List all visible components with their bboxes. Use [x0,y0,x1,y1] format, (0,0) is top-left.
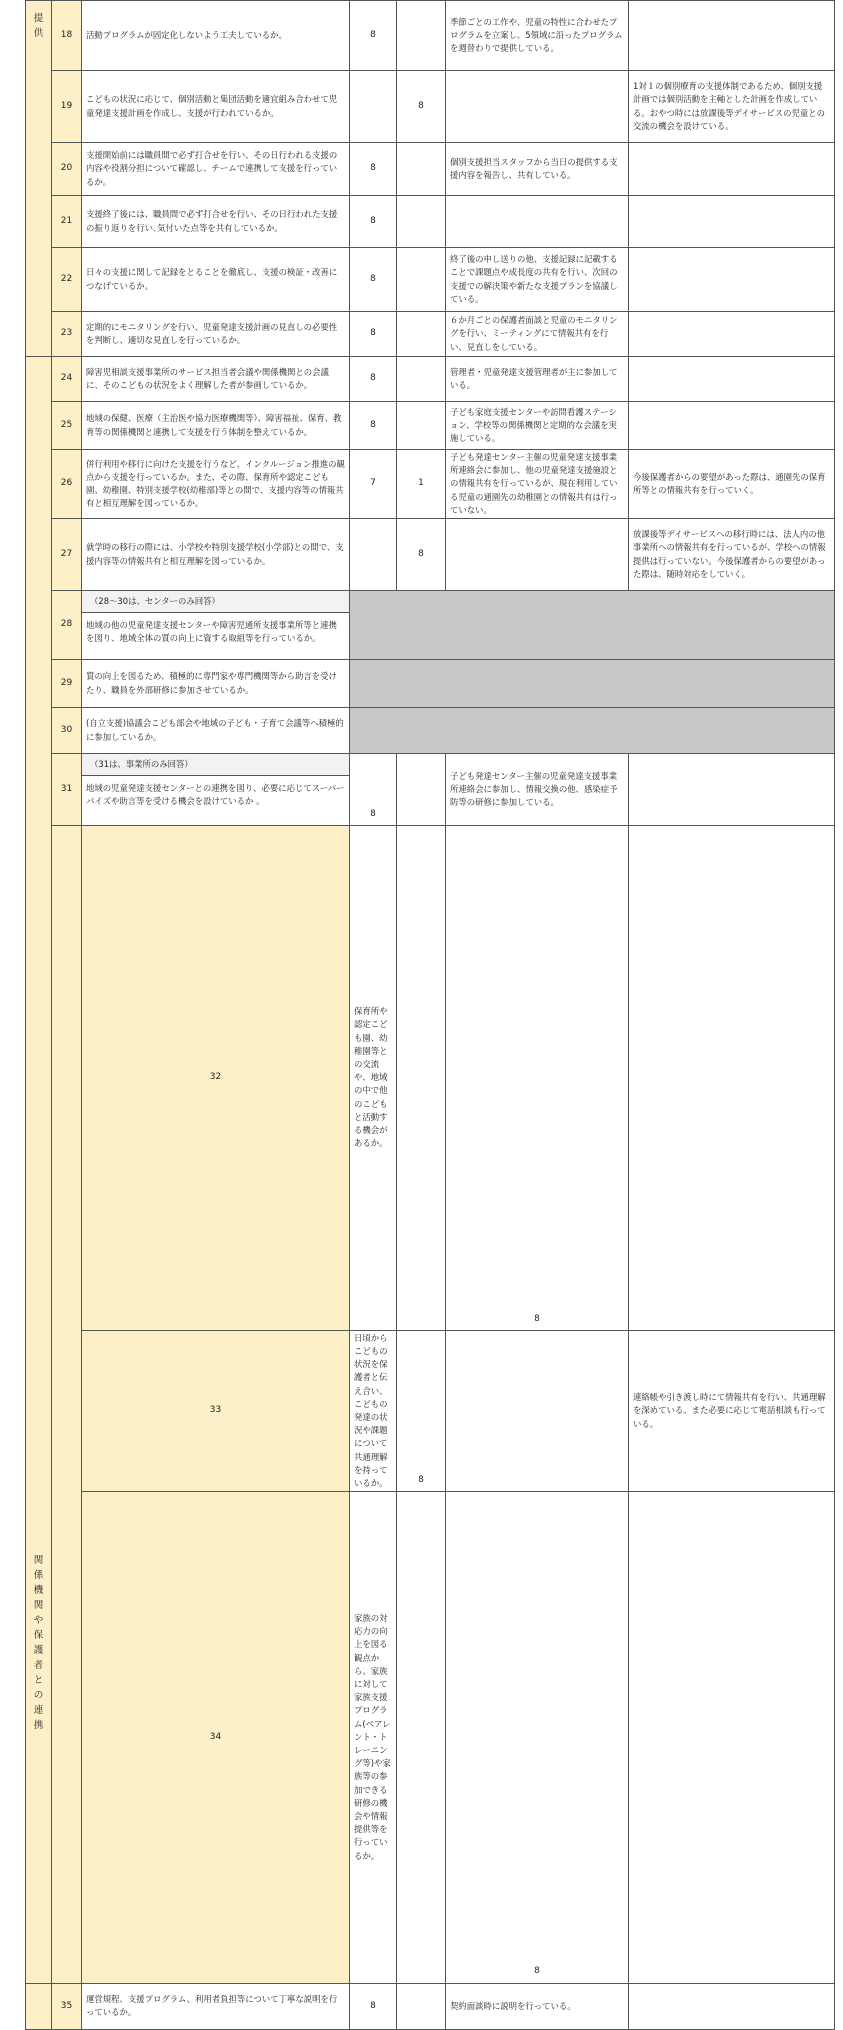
question-text: 家族の対応力の向上を図る観点から、家族に対して家族支援プログラム(ペアレント・トレーニング等)や家族等の参加できる研修の機会や情報提供等を行っているか。 [350,1492,397,1984]
status-text: ６か月ごとの保護者面談と児童のモニタリングを行い、ミーティングにて情報共有を行い、見直しをしている。 [446,312,629,357]
improvement-text [629,1983,835,2029]
table-row [26,248,835,312]
table-row [26,660,835,708]
improvement-text: 1対１の個別療育の支援体制であるため、個別支援計画では個別活動を主軸とした計画を作成している。おやつ時には放課後等デイサービスの児童との交流の機会を設けている。 [629,71,835,143]
yes-count: 8 [350,196,397,248]
improvement-text [629,196,835,248]
category-cell-provision: 提 供 [26,1,52,357]
not-applicable-shaded [350,591,835,660]
row-number: 26 [52,450,82,519]
yes-count: 8 [350,1,397,71]
improvement-text: 今後保護者からの要望があった際は、通園先の保育所等との情報共有を行っていく。 [629,450,835,519]
no-count: 8 [397,519,446,591]
not-applicable-shaded [350,660,835,708]
yes-count: 8 [350,402,397,450]
table-row [26,1983,835,2029]
question-text: 地域の保健、医療（主治医や協力医療機関等）、障害福祉、保育、教育等の関係機関と連携して支援を行う体制を整えているか。 [82,402,350,450]
table-row [26,754,835,826]
row-number: 28 [52,591,82,660]
table-row [26,143,835,196]
yes-count: 8 [350,312,397,357]
no-count: 8 [446,826,629,1331]
status-text [629,1492,835,1984]
improvement-text [629,1,835,71]
table-row [26,1330,835,1491]
status-text: 季節ごとの工作や、児童の特性に合わせたプログラムを立案し、5領域に沿ったプログラムを週替わりで提供している。 [446,1,629,71]
table-row [26,312,835,357]
yes-count: 8 [397,1330,446,1491]
yes-count: 8 [350,357,397,402]
yes-count: 8 [350,1983,397,2029]
status-text: 個別支援担当スタッフから当日の提供する支援内容を報告し、共有している。 [446,143,629,196]
row-number: 33 [82,1330,350,1491]
no-count [397,754,446,826]
category-cell-explanation [26,1983,52,2029]
row-number: 27 [52,519,82,591]
table-row [26,708,835,754]
no-count [397,248,446,312]
yes-count [350,519,397,591]
yes-count: 7 [350,450,397,519]
question-text: 活動プログラムが固定化しないよう工夫しているか。 [82,1,350,71]
improvement-text [629,754,835,826]
question-text: (自立支援)協議会こども部会や地域の子ども・子育て会議等へ積極的に参加しているか。 [82,708,350,754]
improvement-text [629,357,835,402]
question-text: 就学時の移行の際には、小学校や特別支援学校(小学部)との間で、支援内容等の情報共有と相互理解を図っているか。 [82,519,350,591]
question-text: 質の向上を図るため、積極的に専門家や専門機関等から助言を受けたり、職員を外部研修に参加させているか。 [82,660,350,708]
table-row [26,591,835,660]
status-text [446,519,629,591]
question-text: 併行利用や移行に向けた支援を行うなど、インクルージョン推進の観点から支援を行っているか。また、その際、保育所や認定こども園、幼稚園、特別支援学校(幼稚部)等との間で、支援内容等の情報共有と相互理解を図っているか。 [82,450,350,519]
status-text: 契約面談時に説明を行っている。 [446,1983,629,2029]
table-row [26,71,835,143]
yes-count: 8 [350,143,397,196]
yes-count [397,826,446,1331]
table-row [26,357,835,402]
row-number: 29 [52,660,82,708]
no-count [397,196,446,248]
table-row [26,1492,835,1984]
status-text [446,71,629,143]
answer-scope-note: （28～30は、センターのみ回答） [82,591,349,613]
improvement-text: 放課後等デイサービスへの移行時には、法人内の他事業所への情報共有を行っているが、学校への情報提供は行っていない。今後保護者からの要望があった際は、随時対応をしていく。 [629,519,835,591]
row-number: 23 [52,312,82,357]
not-applicable-shaded [350,708,835,754]
no-count: 8 [397,71,446,143]
status-text: 子ども発達センター主催の児童発達支援事業所連絡会に参加し、情報交換の他、感染症予防等の研修に参加している。 [446,754,629,826]
question-text: こどもの状況に応じて、個別活動と集団活動を適宜組み合わせて児童発達支援計画を作成し、支援が行われているか。 [82,71,350,143]
row-number: 30 [52,708,82,754]
no-count [446,1330,629,1491]
evaluation-sheet [25,0,834,2018]
table-row [26,826,835,1331]
table-row [26,1,835,71]
question-text: 支援開始前には職員間で必ず打合せを行い、その日行われる支援の内容や役割分担について確認し、チームで連携して支援を行っているか。 [82,143,350,196]
no-count [397,357,446,402]
row-number: 21 [52,196,82,248]
category-cell-partnership: 関 係 機 関 や 保 護 者 と の 連 携 [26,357,52,1984]
status-text [446,196,629,248]
no-count: 8 [446,1492,629,1984]
no-count [397,1983,446,2029]
question-text: 支援終了後には、職員間で必ず打合せを行い、その日行われた支援の振り返りを行い､気付いた点等を共有しているか。 [82,196,350,248]
status-text: 子ども発達センター主催の児童発達支援事業所連絡会に参加し、他の児童発達支援施設との情報共有を行っているが、現在利用している児童の通園先の幼稚園との情報共有は行っていない。 [446,450,629,519]
row-number: 32 [82,826,350,1331]
question-text: 日頃からこどもの状況を保護者と伝え合い、こどもの発達の状況や課題について共通理解を持っているか。 [350,1330,397,1491]
row-number: 18 [52,1,82,71]
yes-count: 8 [350,248,397,312]
yes-count [397,1492,446,1984]
row-number: 25 [52,402,82,450]
no-count [397,402,446,450]
no-count [397,143,446,196]
row-number: 35 [52,1983,82,2029]
row-number: 34 [82,1492,350,1984]
table-row [26,450,835,519]
status-text: 子ども家庭支援センターや訪問看護ステーション、学校等の関係機関と定期的な会議を実施している。 [446,402,629,450]
no-count: 1 [397,450,446,519]
question-text: 定期的にモニタリングを行い、児童発達支援計画の見直しの必要性を判断し、適切な見直しを行っているか。 [82,312,350,357]
status-text: 連絡帳や引き渡し時にて情報共有を行い、共通理解を深めている。また必要に応じて電話相談も行っている。 [629,1330,835,1491]
row-number: 20 [52,143,82,196]
improvement-text [629,402,835,450]
yes-count: 8 [350,754,397,826]
row-number: 31 [52,754,82,826]
question-text: （28～30は、センターのみ回答） 地域の他の児童発達支援センターや障害児通所支援事業所等と連携を図り、地域全体の質の向上に資する取組等を行っているか。 [82,591,350,660]
table-row [26,196,835,248]
status-text [629,826,835,1331]
no-count [397,312,446,357]
yes-count [350,71,397,143]
no-count [397,1,446,71]
question-text: 障害児相談支援事業所のサービス担当者会議や関係機関との会議に、そのこどもの状況をよく理解した者が参画しているか。 [82,357,350,402]
improvement-text [629,143,835,196]
question-text: （31は、事業所のみ回答） 地域の児童発達支援センターとの連携を図り、必要に応じてスーパーバイズや助言等を受ける機会を設けているか 。 [82,754,350,826]
improvement-text [629,248,835,312]
row-number: 22 [52,248,82,312]
status-text: 終了後の申し送りの他、支援記録に記載することで課題点や成長度の共有を行い、次回の支援での解決策や新たな支援プランを協議している。 [446,248,629,312]
row-number: 19 [52,71,82,143]
category-cell-partnership-cont [52,826,82,1984]
question-text: 日々の支援に関して記録をとることを徹底し、支援の検証・改善につなげているか。 [82,248,350,312]
question-text: 運営規程、支援プログラム、利用者負担等について丁寧な説明を行っているか。 [82,1983,350,2029]
self-evaluation-table [25,0,835,2030]
status-text: 管理者・児童発達支援管理者が主に参加している。 [446,357,629,402]
row-number: 24 [52,357,82,402]
table-row [26,519,835,591]
improvement-text [629,312,835,357]
question-text: 保育所や認定こども園、幼稚園等との交流や、地域の中で他のこどもと活動する機会があるか。 [350,826,397,1331]
answer-scope-note: （31は、事業所のみ回答） [82,754,349,776]
table-row [26,402,835,450]
